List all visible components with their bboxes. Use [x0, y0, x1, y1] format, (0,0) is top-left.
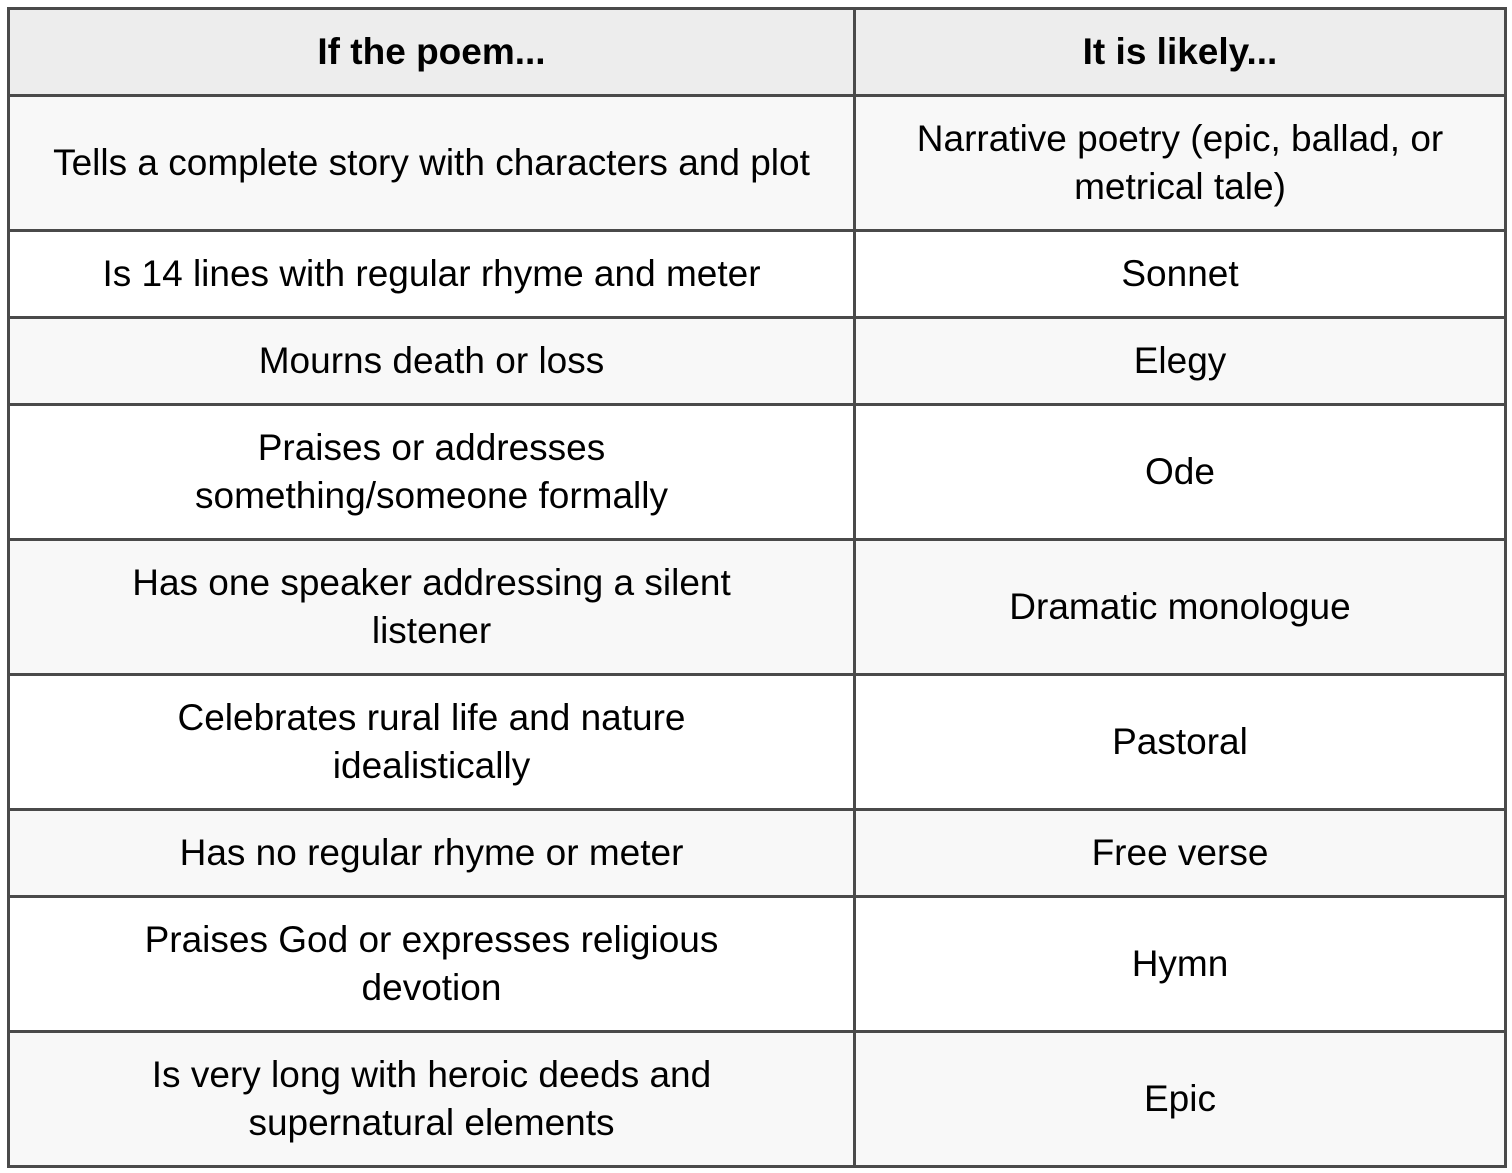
poem-type-cell: Elegy [855, 318, 1506, 405]
table-row [9, 897, 1506, 1032]
poem-description-cell: Is very long with heroic deeds and supernatural elements [9, 1032, 855, 1167]
table-row [9, 675, 1506, 810]
poem-description-cell: Has no regular rhyme or meter [9, 810, 855, 897]
poem-type-cell: Pastoral [855, 675, 1506, 810]
column-header-poem: If the poem... [9, 9, 855, 96]
poem-description-cell: Is 14 lines with regular rhyme and meter [9, 231, 855, 318]
table-header-row [9, 9, 1506, 96]
poem-description-cell: Has one speaker addressing a silent listener [9, 540, 855, 675]
poem-description-cell: Tells a complete story with characters and plot [9, 96, 855, 231]
poetry-form-table [7, 7, 1507, 1168]
poem-description-cell: Celebrates rural life and nature idealistically [9, 675, 855, 810]
poem-description-cell: Mourns death or loss [9, 318, 855, 405]
column-header-likely: It is likely... [855, 9, 1506, 96]
poem-type-cell: Sonnet [855, 231, 1506, 318]
table-row [9, 1032, 1506, 1167]
poem-type-cell: Epic [855, 1032, 1506, 1167]
poem-description-cell: Praises God or expresses religious devotion [9, 897, 855, 1032]
poem-type-cell: Hymn [855, 897, 1506, 1032]
poem-description-cell: Praises or addresses something/someone formally [9, 405, 855, 540]
table-row [9, 810, 1506, 897]
poem-type-cell: Free verse [855, 810, 1506, 897]
poem-type-cell: Ode [855, 405, 1506, 540]
table-row [9, 231, 1506, 318]
poem-type-cell: Dramatic monologue [855, 540, 1506, 675]
table-row [9, 540, 1506, 675]
poem-type-cell: Narrative poetry (epic, ballad, or metrical tale) [855, 96, 1506, 231]
table-row [9, 318, 1506, 405]
table-row [9, 96, 1506, 231]
table-row [9, 405, 1506, 540]
